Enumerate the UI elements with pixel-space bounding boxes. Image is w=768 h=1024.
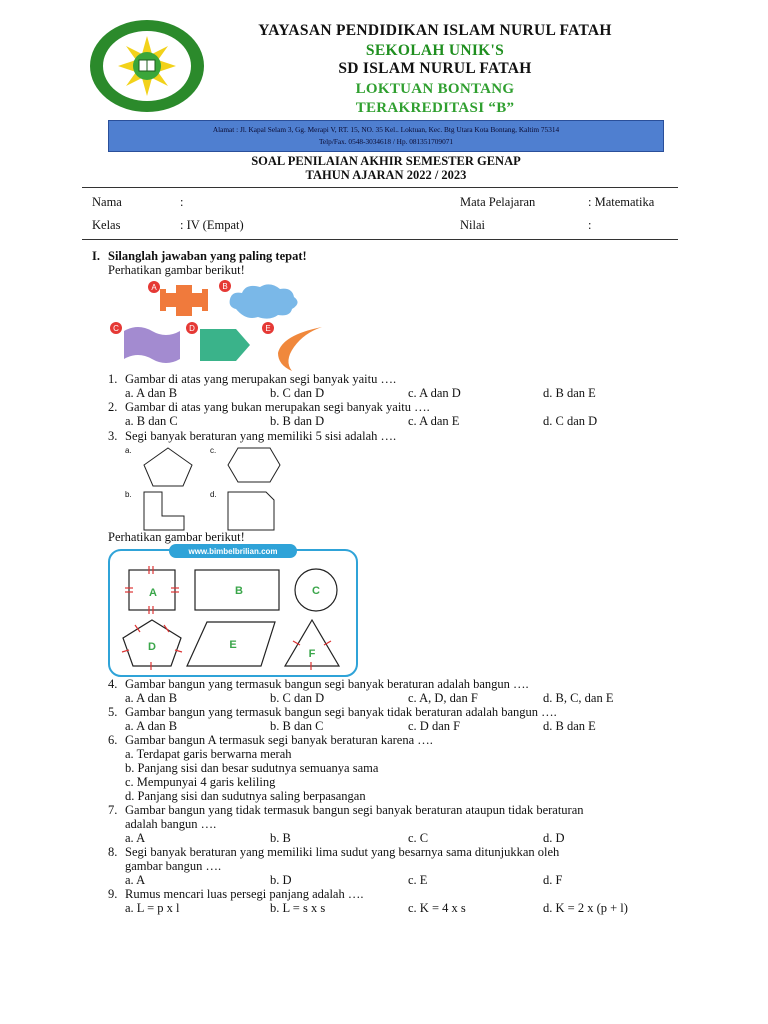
q6-option-b[interactable]: b. Panjang sisi dan besar sudutnya semuanya sama [125, 761, 379, 775]
observe-text-2: Perhatikan gambar berikut! [108, 530, 245, 544]
q2-option-a[interactable]: a. B dan C [125, 414, 178, 428]
q7-option-d[interactable]: d. D [543, 831, 565, 845]
q3-label-a[interactable]: a. [125, 446, 132, 455]
divider-top [82, 187, 678, 188]
q5-option-a[interactable]: a. A dan B [125, 719, 178, 733]
q4-option-b[interactable]: b. C dan D [270, 691, 325, 705]
section-instruction: Silanglah jawaban yang paling tepat! [108, 249, 307, 263]
name-label: Nama [92, 195, 122, 209]
q8-option-a[interactable]: a. A [125, 873, 146, 887]
site-url: www.bimbelbrilian.com [188, 547, 278, 556]
question-4 [108, 677, 529, 692]
question-8-cont: gambar bangun …. [125, 859, 222, 873]
q8-option-d[interactable]: d. F [543, 873, 563, 887]
question-6 [108, 733, 433, 748]
q3-shapes [138, 444, 288, 534]
fig2-label-e: E [229, 639, 237, 651]
hexagon-shape [228, 448, 280, 482]
q9-option-a[interactable]: a. L = p x l [125, 901, 180, 915]
score-field[interactable]: : [588, 218, 592, 232]
q3-label-c[interactable]: c. [210, 446, 217, 455]
subject-value: : Matematika [588, 195, 655, 209]
phone-line: Telp/Fax. 0548-3034618 / Hp. 081351709071 [318, 137, 454, 146]
label-d: D [189, 324, 195, 333]
question-number: 6. [108, 733, 118, 747]
question-7 [108, 803, 584, 818]
fig2-label-d: D [148, 641, 156, 653]
foundation-name: YAYASAN PENDIDIKAN ISLAM NURUL FATAH [258, 22, 612, 39]
question-7-cont: adalah bangun …. [125, 817, 217, 831]
label-a: A [151, 283, 157, 292]
q9-option-d[interactable]: d. K = 2 x (p + l) [543, 901, 628, 915]
sd-name: SD ISLAM NURUL FATAH [338, 60, 532, 77]
label-e: E [265, 324, 271, 333]
q6-option-a[interactable]: a. Terdapat garis berwarna merah [125, 747, 292, 761]
label-b: B [222, 282, 228, 291]
question-number: 3. [108, 429, 118, 443]
question-5 [108, 705, 557, 720]
q2-option-d[interactable]: d. C dan D [543, 414, 598, 428]
figure-shapes-1 [108, 279, 330, 371]
q5-option-d[interactable]: d. B dan E [543, 719, 596, 733]
divider-bottom [82, 239, 678, 240]
fig2-label-c: C [312, 585, 320, 597]
question-number: 5. [108, 705, 118, 719]
q8-option-c[interactable]: c. E [408, 873, 428, 887]
pentagon-shape [144, 448, 192, 486]
q7-option-c[interactable]: c. C [408, 831, 429, 845]
q7-option-b[interactable]: b. B [270, 831, 291, 845]
question-9 [108, 887, 363, 902]
q6-option-d[interactable]: d. Panjang sisi dan sudutnya saling berpasangan [125, 789, 366, 803]
q1-option-c[interactable]: c. A dan D [408, 386, 461, 400]
question-text: Gambar bangun yang termasuk bangun segi banyak beraturan adalah bangun …. [125, 677, 529, 691]
class-label: Kelas [92, 218, 121, 232]
question-text: Gambar bangun A termasuk segi banyak beraturan karena …. [125, 733, 433, 747]
q4-option-a[interactable]: a. A dan B [125, 691, 178, 705]
question-8 [108, 845, 559, 860]
q1-option-a[interactable]: a. A dan B [125, 386, 178, 400]
q2-option-b[interactable]: b. B dan D [270, 414, 325, 428]
question-number: 7. [108, 803, 118, 817]
class-value: : IV (Empat) [180, 218, 244, 232]
question-text: Rumus mencari luas persegi panjang adalah …. [125, 887, 364, 901]
exam-title: SOAL PENILAIAN AKHIR SEMESTER GENAP [251, 154, 521, 168]
exam-year: TAHUN AJARAN 2022 / 2023 [305, 168, 467, 182]
q7-option-a[interactable]: a. A [125, 831, 146, 845]
question-number: 8. [108, 845, 118, 859]
q3-label-b[interactable]: b. [125, 490, 132, 499]
fig2-label-f: F [308, 648, 316, 660]
q1-option-b[interactable]: b. C dan D [270, 386, 325, 400]
question-number: 1. [108, 372, 118, 386]
observe-text-1: Perhatikan gambar berikut! [108, 263, 245, 277]
question-text: Gambar di atas yang merupakan segi banyak yaitu …. [125, 372, 397, 386]
fig2-label-b: B [235, 585, 243, 597]
question-text: Segi banyak beraturan yang memiliki 5 sisi adalah …. [125, 429, 397, 443]
question-text: Gambar di atas yang bukan merupakan segi banyak yaitu …. [125, 400, 430, 414]
q9-option-c[interactable]: c. K = 4 x s [408, 901, 466, 915]
question-text: Gambar bangun yang termasuk bangun segi banyak tidak beraturan adalah bangun …. [125, 705, 557, 719]
address-line: Alamat : Jl. Kapal Selam 3, Gg. Merapi V, RT. 15, NO. 35 Kel.. Loktuan, Kec. Btg Utara Kota Bontang, Kaltim 75314 [212, 125, 560, 134]
question-2 [108, 400, 430, 415]
q4-option-d[interactable]: d. B, C, dan E [543, 691, 614, 705]
label-c: C [113, 324, 119, 333]
q2-option-c[interactable]: c. A dan E [408, 414, 460, 428]
school-logo [88, 18, 206, 114]
subject-label: Mata Pelajaran [460, 195, 536, 209]
cut-square-shape [228, 492, 274, 530]
q4-option-c[interactable]: c. A, D, dan F [408, 691, 478, 705]
score-label: Nilai [460, 218, 485, 232]
q9-option-b[interactable]: b. L = s x s [270, 901, 326, 915]
q6-option-c[interactable]: c. Mempunyai 4 garis keliling [125, 775, 276, 789]
figure-shapes-2 [107, 544, 359, 678]
school-location: LOKTUAN BONTANG [355, 81, 515, 97]
q5-option-b[interactable]: b. B dan C [270, 719, 324, 733]
l-shape [144, 492, 184, 530]
question-number: 9. [108, 887, 118, 901]
q3-label-d[interactable]: d. [210, 490, 217, 499]
q8-option-b[interactable]: b. D [270, 873, 292, 887]
accreditation: TERAKREDITASI “B” [355, 100, 515, 116]
name-field[interactable]: : [180, 195, 184, 209]
school-name: SEKOLAH UNIK'S [365, 42, 505, 59]
q1-option-d[interactable]: d. B dan E [543, 386, 596, 400]
section-number: I. [92, 249, 100, 263]
question-1 [108, 372, 396, 387]
question-3 [108, 429, 396, 444]
question-number: 4. [108, 677, 118, 691]
address-box [108, 120, 664, 152]
fig2-label-a: A [149, 587, 157, 599]
q5-option-c[interactable]: c. D dan F [408, 719, 461, 733]
question-text: Segi banyak beraturan yang memiliki lima sudut yang besarnya sama ditunjukkan oleh [125, 845, 560, 859]
question-number: 2. [108, 400, 118, 414]
question-text: Gambar bangun yang tidak termasuk bangun segi banyak beraturan ataupun tidak beraturan [125, 803, 584, 817]
